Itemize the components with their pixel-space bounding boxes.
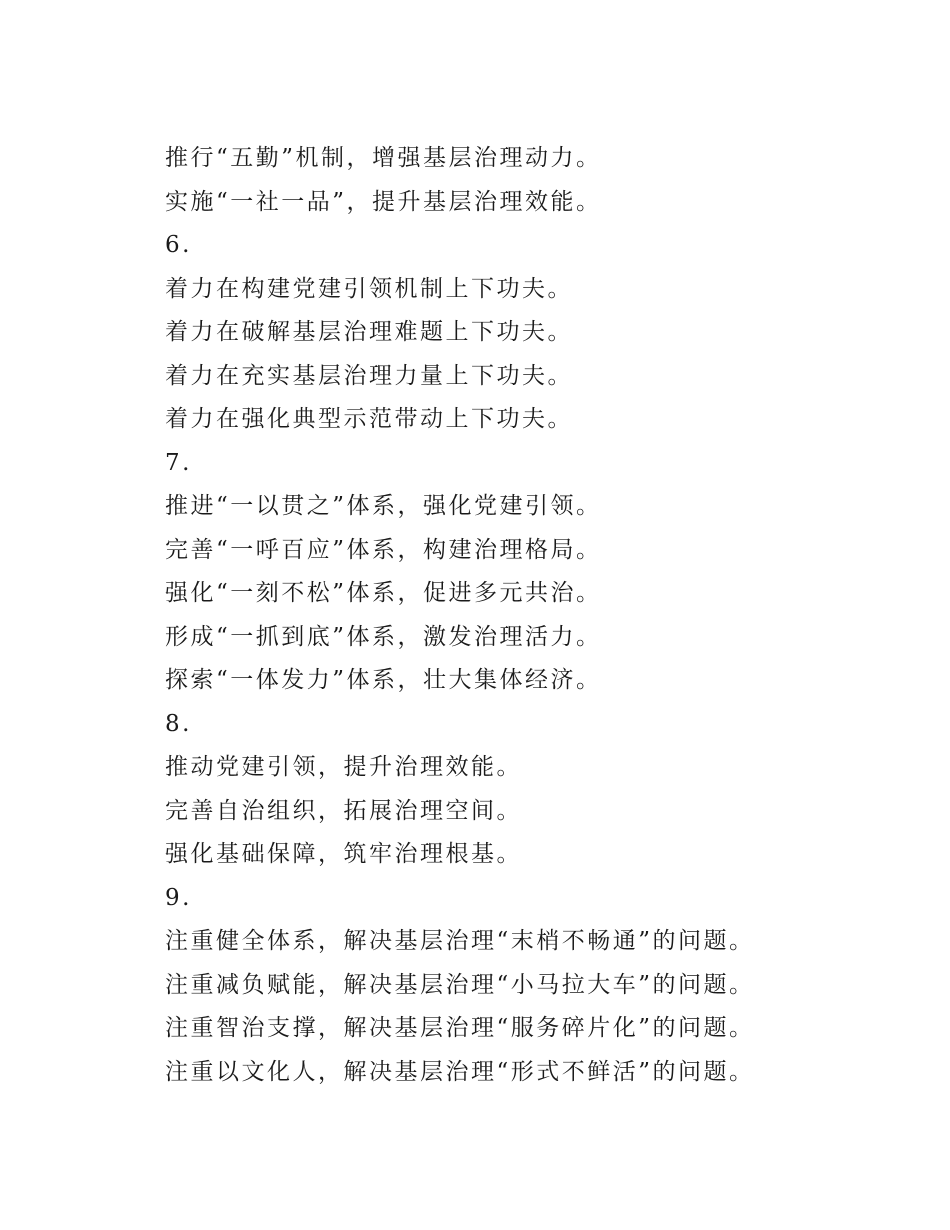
text-line: 着力在充实基层治理力量上下功夫。 — [165, 362, 573, 389]
text-line: 注重智治支撑，解决基层治理“服务碎片化”的问题。 — [165, 1015, 755, 1041]
text-line: 实施“一社一品”，提升基层治理效能。 — [165, 188, 602, 215]
text-line: 注重健全体系，解决基层治理“末梢不畅通”的问题。 — [165, 928, 755, 954]
text-line: 形成“一抓到底”体系，激发治理活力。 — [165, 623, 602, 650]
text-line: 注重减负赋能，解决基层治理“小马拉大车”的问题。 — [165, 971, 755, 998]
text-line: 完善自治组织，拓展治理空间。 — [165, 797, 522, 824]
section-number: 7. — [165, 449, 192, 476]
document-body — [165, 137, 925, 1094]
text-line: 推行“五勤”机制，增强基层治理动力。 — [165, 145, 602, 171]
text-line: 着力在强化典型示范带动上下功夫。 — [165, 406, 573, 432]
section-number: 9. — [165, 884, 192, 911]
text-line: 探索“一体发力”体系，壮大集体经济。 — [165, 667, 602, 693]
text-line: 着力在构建党建引领机制上下功夫。 — [165, 275, 573, 302]
section-number: 8. — [165, 710, 192, 737]
text-line: 强化“一刻不松”体系，促进多元共治。 — [165, 580, 602, 606]
text-line: 强化基础保障，筑牢治理根基。 — [165, 841, 522, 867]
text-line: 推进“一以贯之”体系，强化党建引领。 — [165, 493, 602, 519]
section-number: 6. — [165, 232, 192, 258]
text-line: 着力在破解基层治理难题上下功夫。 — [165, 319, 573, 345]
text-line: 注重以文化人，解决基层治理“形式不鲜活”的问题。 — [165, 1058, 755, 1085]
text-line: 推动党建引领，提升治理效能。 — [165, 754, 522, 780]
text-line: 完善“一呼百应”体系，构建治理格局。 — [165, 536, 602, 563]
